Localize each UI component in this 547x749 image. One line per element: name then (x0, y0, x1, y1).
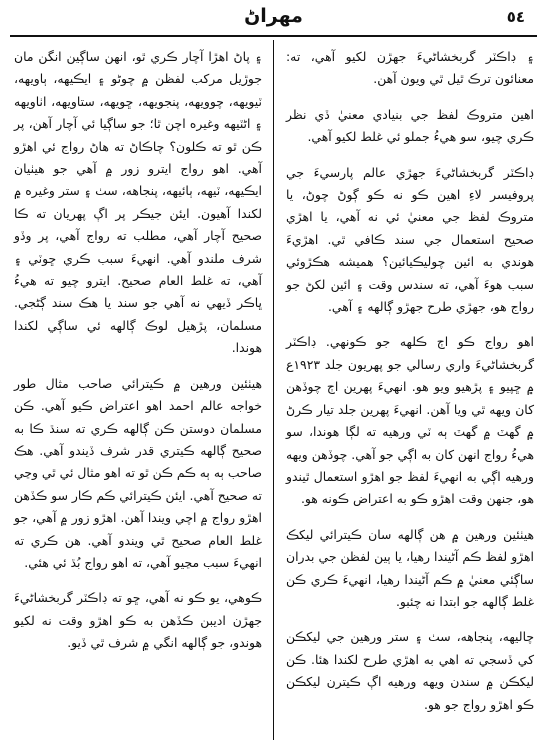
paragraph: ۽ پاڻ اهڙا آچار ڪري ٿو، انهن ساڳين انگن مان جوڙيل مرکب لفظن ۾ چوڻو ۽ ايڪيهه، ٻاويهه، ٽيويهه، چوويهه، پنجويهه، ڇويهه، ستاويهه، اٺاويهه ۽ اڻٽيهه وغيره اچن ٿا؛ جو ساڳيا ئي آچار آهن، پر ڪن ٿو ته ڪلون؟ چاڪاڻ ته هاڻ رواج ئي اهڙو آهي. اهو رواج ايترو زور ۾ آهي جو هيٺيان ايڪيهه، ٽيهه، ٻائيهه، پنجاهه، سٺ ۽ ستر وغيره ۾ لکندا آهيون. ايئن جيڪر پر اڳ پهريان ته ڪا صحيح آچار آهي، مطلب ته رواج آهي، پر وڏو شرف ملندو آهي. انهيءَ سبب ڪري ڇوٽي ۽ آهي، ته غلط العام صحيح. ايترو چيو ته هيءُ ڀاڪر ڏيهي نه آهي جو سند يا هڪ سند ڳڻجي. مسلمان، پڙهيل لوڪ ڳالهه ئي ساڳي لکندا هوندا. (14, 49, 262, 356)
paragraph: ڊاڪٽر گربخشاڻيءَ جهڙي عالم پارسيءَ جي پروفيسر لاءِ اهين ڪو نه ڪو ڳوڻ چوڻ، يا متروڪ لفظ جي معنيٰ ئي نه آهي، يا اهڙي صحيح استعمال جي سند ڪافي ٿي. اهڙيءَ هوندي به ائين چوليڪيائين؟ هميشه هڪڙوئي سبب هوءَ آهي، ته سندس وقت ۽ ائين لکڻ جو رواج هو، جهڙي طرح جهڙو ڳالهه ۽ آهي. (286, 164, 534, 315)
paragraph: اهو رواج ڪو اڄ ڪلهه جو ڪونهي. ڊاڪٽر گربخشاڻيءَ واري رسالي جو پهريون جلد ١٩٢٣ع ۾ ڇپيو ۽ پڙهيو ويو هو. انهيءَ پهرين اڄ چوڏهن کان ويهه ٿي ويا آهن. انهيءَ پهرين جلد تيار ڪرڻ ۾ گهٽ ۾ گهٽ ٻه ٽي ورهيه ته لڳا هوندا، سو هيءُ رواج انهن کان به اڳي جو آهي. چوڏهن ويهه ورهيه اڳي به انهيءَ لفظ جو اهڙو استعمال ٿيندو هو، جنهن وقت اهڙو ڪو به اعتراض ڪونه هو. (286, 334, 534, 507)
paragraph: ڪوهي، يو ڪو نه آهي، ڇو ته ڊاڪٽر گربخشاڻيءَ جهڙن اديبن ڪڏهن به ڪو اهڙو وقت نه لکيو هوندو، جو ڳالهه انگي ۾ شرف ٿي ڏيو. (14, 590, 262, 651)
paragraph: چاليهه، پنجاهه، سٺ ۽ ستر ورهين جي ليکڪن کي ڏسجي ته اهي به اهڙي طرح لکندا هئا. ڪن ليکڪن ۾ سندن ويهه ورهيه اڳ ڪيترن ليکڪن ڪو اهڙو رواج جو هو. (286, 629, 534, 712)
left-column (14, 46, 262, 668)
column-divider (273, 40, 274, 740)
paragraph: اهين متروڪ لفظ جي بنيادي معنيٰ ڏي نظر ڪري چيو، سو هيءُ جملو ئي غلط لکيو آهي. (286, 106, 534, 145)
page-header (0, 0, 547, 36)
right-column (286, 46, 534, 729)
page-number: ٥٤ (506, 8, 525, 26)
header-rule (10, 35, 537, 37)
paragraph: هيٺئين ورهين ۾ هن ڳالهه سان ڪيترائي ليکڪ اهڙو لفظ ڪم آڻيندا رهيا، يا ٻين لفظن جي بدران ساڳئي معنيٰ ۾ ڪم آڻيندا رهيا، انهيءَ ڪري ڪن غلط ڳالهه جو ابتدا نه چئبو. (286, 526, 534, 609)
paragraph: هيٺئين ورهين ۾ ڪيترائي صاحب مثال طور خواجه عالم احمد اهو اعتراض ڪيو آهي. ڪن مسلمان دوستن ڪن ڳالهه ڪري ته سنڌ ڪا به صحيح ڳالهه ڪيتري قدر شرف ڏيندو آهي. هڪ صاحب ٻه ٻه ڪم ڪن ٿو ته اهو مثال ئي ٿي وڃي ته صحيح آهي. ايئن ڪيترائي ڪم ڪار سو ڪڏهن اهڙو رواج ۾ اچي ويندا آهن. اهڙو زور ۾ آهي، جو غلط العام صحيح ٿي ويندو آهي. هن ڪري ته انهيءَ سبب مڃيو آهي، ته اهو رواج بُڌ ئي هئي. (14, 375, 262, 570)
running-title: مهراڻ (244, 5, 303, 27)
paragraph: ۽ ڊاڪٽر گربخشاڻيءَ جهڙن لکيو آهي، ته: معنائون ترڪ ٿيل ٿي ويون آهن. (286, 49, 534, 87)
